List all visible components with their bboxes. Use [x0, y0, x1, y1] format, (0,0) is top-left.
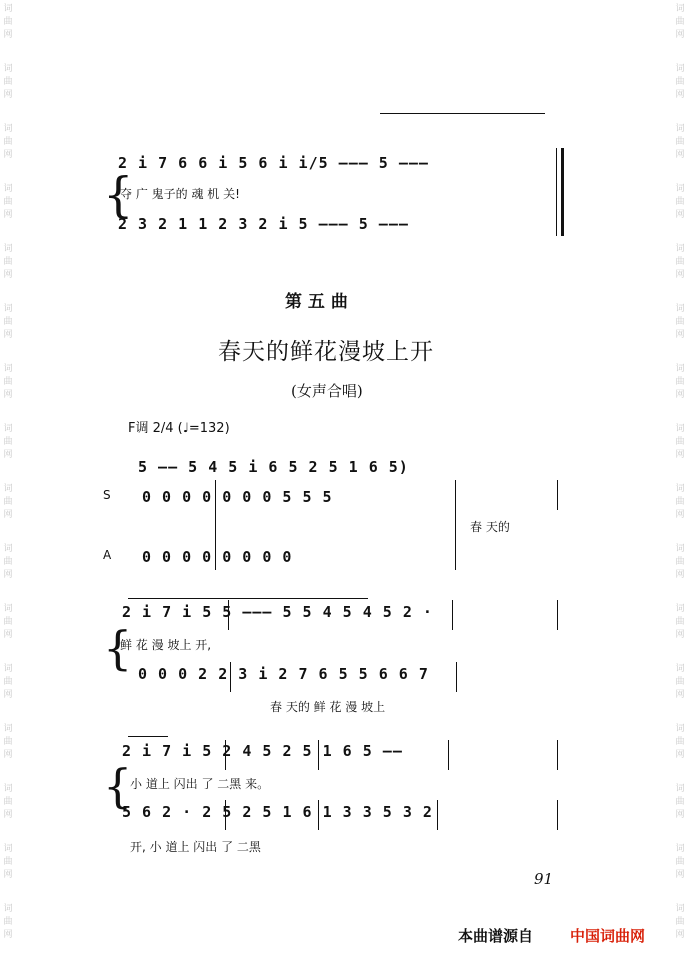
s3-upper-notes: 2 i 7 i 5 2 4 5 2 5 1 6 5 ——	[122, 742, 403, 760]
final-barline-thick	[561, 148, 564, 236]
watermark-text: 词 曲 网	[675, 544, 685, 580]
footer-site-link[interactable]: 中国词曲网	[570, 927, 646, 945]
watermark-text: 词 曲 网	[3, 484, 13, 520]
barline	[456, 662, 457, 692]
watermark-text: 词 曲 网	[675, 64, 685, 100]
s2-lower-notes: 0 0 0 2 2 3 i 2 7 6 5 5 6 6 7	[138, 665, 429, 683]
watermark-text: 词 曲 网	[675, 484, 685, 520]
barline	[225, 800, 226, 830]
s3-lower-notes: 5 6 2 · 2 5 2 5 1 6 1 3 3 5 3 2	[122, 803, 433, 821]
top-lower-notes: 2 3 2 1 1 2 3 2 i 5 ——— 5 ———	[118, 215, 409, 233]
watermark-text: 词 曲 网	[3, 904, 13, 940]
page-number: 91	[534, 870, 554, 888]
system-brace: {	[103, 621, 133, 675]
barline	[557, 600, 558, 630]
watermark-text: 词 曲 网	[675, 784, 685, 820]
watermark-text: 词 曲 网	[3, 424, 13, 460]
s3-upper-lyrics: 小 道上 闪出 了 二黑 来。	[130, 777, 270, 791]
staff-top-line	[380, 113, 545, 114]
song-subtitle: (女声合唱)	[291, 382, 363, 400]
watermark-text: 词 曲 网	[675, 844, 685, 880]
watermark-text: 词 曲 网	[675, 724, 685, 760]
watermark-text: 词 曲 网	[3, 184, 13, 220]
song-title: 春天的鲜花漫坡上开	[218, 339, 434, 365]
watermark-text: 词 曲 网	[3, 844, 13, 880]
watermark-text: 词 曲 网	[3, 544, 13, 580]
alto-label: A	[103, 548, 112, 562]
watermark-text: 词 曲 网	[675, 4, 685, 40]
barline	[215, 480, 216, 570]
barline	[318, 740, 319, 770]
s2-lower-lyrics: 春 天的 鲜 花 漫 坡上	[270, 700, 386, 714]
slur-line	[128, 598, 368, 599]
slur-line	[128, 736, 168, 737]
system-brace: {	[103, 167, 134, 223]
barline	[225, 740, 226, 770]
watermark-text: 词 曲 网	[3, 124, 13, 160]
barline	[318, 800, 319, 830]
watermark-text: 词 曲 网	[3, 664, 13, 700]
s2-upper-notes: 2 i 7 i 5 5 ——— 5 5 4 5 4 5 2 ·	[122, 603, 433, 621]
watermark-text: 词 曲 网	[3, 604, 13, 640]
watermark-text: 词 曲 网	[675, 184, 685, 220]
barline	[230, 662, 231, 692]
watermark-text: 词 曲 网	[675, 124, 685, 160]
barline	[557, 740, 558, 770]
watermark-text: 词 曲 网	[675, 244, 685, 280]
watermark-text: 词 曲 网	[675, 424, 685, 460]
final-barline	[556, 148, 557, 236]
watermark-text: 词 曲 网	[3, 4, 13, 40]
watermark-text: 词 曲 网	[675, 304, 685, 340]
barline	[557, 480, 558, 510]
watermark-text: 词 曲 网	[3, 364, 13, 400]
barline	[448, 740, 449, 770]
watermark-text: 词 曲 网	[3, 724, 13, 760]
soprano-lyrics: 春 天的	[470, 520, 510, 534]
s3-lower-lyrics: 开, 小 道上 闪出 了 二黑	[130, 840, 261, 854]
system-brace: {	[103, 759, 133, 813]
barline	[557, 800, 558, 830]
barline	[455, 480, 456, 570]
watermark-text: 词 曲 网	[675, 664, 685, 700]
barline	[437, 800, 438, 830]
footer-source-label: 本曲谱源自	[458, 927, 534, 945]
top-lyrics: 夺 广 鬼子的 魂 机 关!	[120, 187, 240, 201]
soprano-label: S	[103, 488, 111, 502]
song-number: 第 五 曲	[285, 292, 348, 312]
watermark-text: 词 曲 网	[675, 364, 685, 400]
s2-upper-lyrics: 鲜 花 漫 坡上 开,	[120, 638, 212, 652]
barline	[452, 600, 453, 630]
intro-notes: 5 —— 5 4 5 i 6 5 2 5 1 6 5)	[138, 458, 409, 476]
watermark-text: 词 曲 网	[3, 244, 13, 280]
barline	[228, 600, 229, 630]
key-tempo: F调 2/4 (♩=132)	[128, 421, 230, 436]
watermark-text: 词 曲 网	[3, 784, 13, 820]
top-upper-notes: 2 i 7 6 6 i 5 6 i i/5 ——— 5 ———	[118, 154, 429, 172]
watermark-text: 词 曲 网	[675, 904, 685, 940]
watermark-text: 词 曲 网	[3, 64, 13, 100]
alto-notes: 0 0 0 0 0 0 0 0	[142, 548, 293, 566]
watermark-text: 词 曲 网	[3, 304, 13, 340]
watermark-text: 词 曲 网	[675, 604, 685, 640]
soprano-notes: 0 0 0 0 0 0 0 5 5 5	[142, 488, 333, 506]
